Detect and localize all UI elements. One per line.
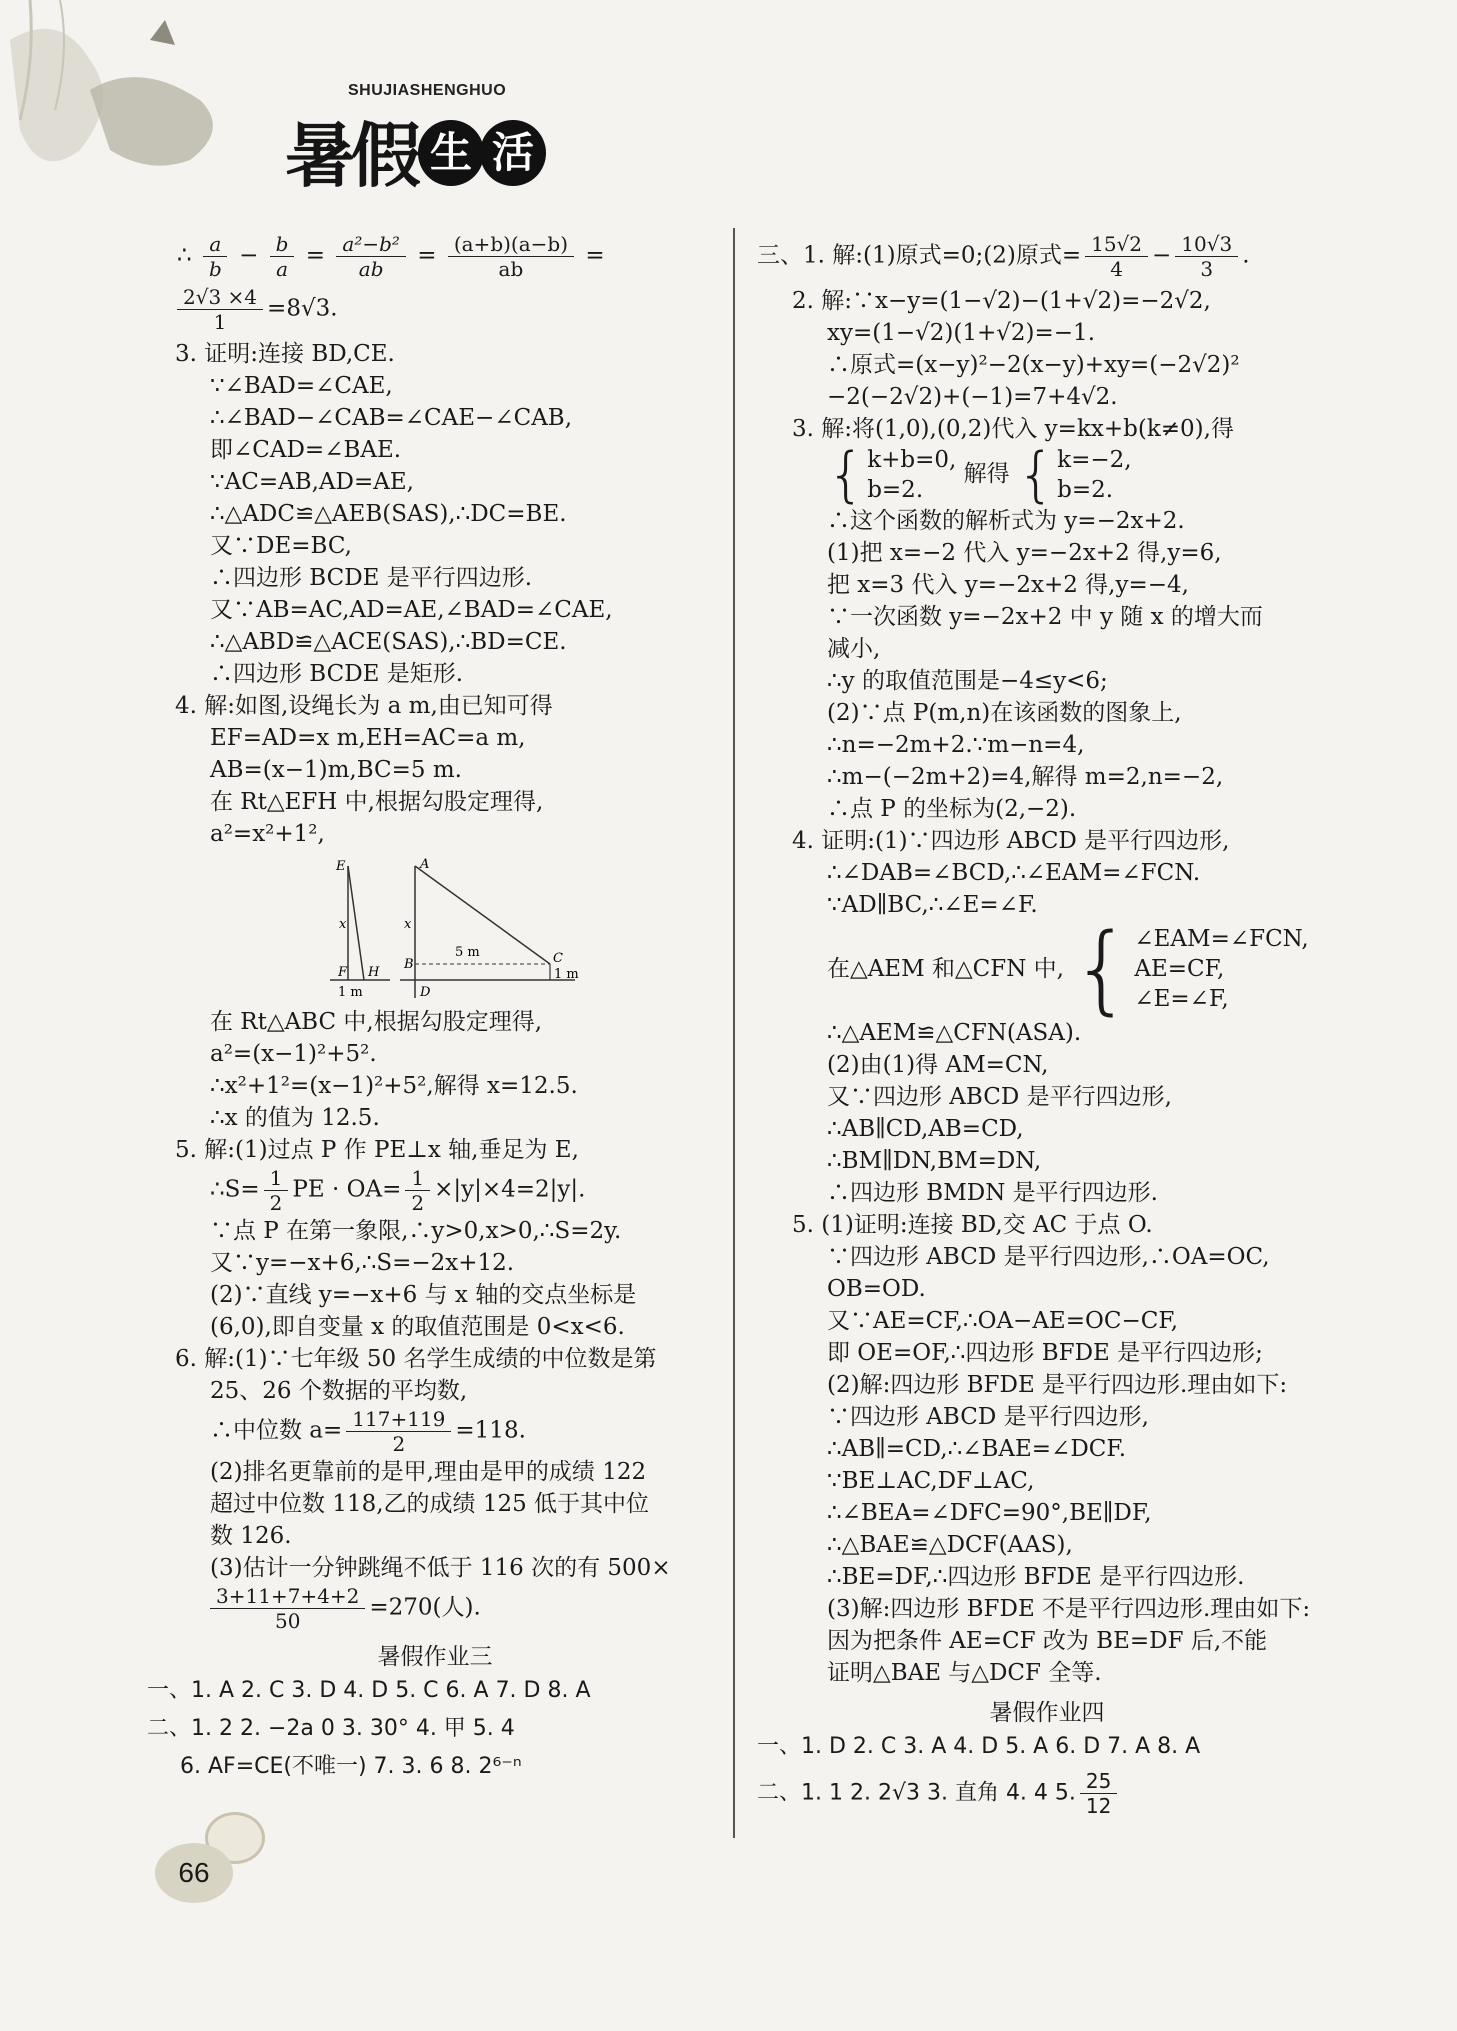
q1-line [757,232,1337,281]
question-6 [150,1343,720,1633]
text-line: ∵AD∥BC,∴∠E=∠F. [827,892,1038,918]
question-4 [757,825,1337,1209]
text-line: 6. 解:(1)∵七年级 50 名学生成绩的中位数是第 [175,1346,657,1372]
fraction [405,1166,430,1215]
segment-EH [348,866,364,980]
right-column [757,228,1337,1818]
text-part: =270(人). [369,1594,481,1621]
text-line: ∵一次函数 y=−2x+2 中 y 随 x 的增大而 [827,604,1263,630]
question-2 [757,285,1337,413]
text-line: a²=(x−1)²+5². [210,1041,377,1067]
column-divider [733,228,735,1838]
fraction [270,232,295,281]
equation: b=2. [867,477,924,503]
text-line: 在 Rt△ABC 中,根据勾股定理得, [210,1009,543,1035]
text-line: 把 x=3 代入 y=−2x+2 得,y=−4, [827,572,1189,598]
text-line: ∴∠BAD−∠CAB=∠CAE−∠CAB, [210,405,573,431]
numerator: 2√3 ×4 [177,285,263,310]
fraction [1175,232,1238,281]
text-line: 减小, [827,636,881,662]
operator: − [1152,242,1172,269]
denominator: 2 [392,1432,406,1456]
equation: b=2. [1057,477,1114,503]
denominator: a [276,257,289,281]
text-line: EF=AD=x m,EH=AC=a m, [210,725,526,751]
text-line: (6,0),即自变量 x 的取值范围是 0<x<6. [210,1314,625,1340]
section-title-3: 暑假作业三 [377,1644,493,1670]
header-logo [0,0,640,230]
denominator: ab [358,257,384,281]
numerator: 25 [1080,1769,1117,1794]
text-line: 4. 解:如图,设绳长为 a m,由已知可得 [175,693,553,719]
operator: = [305,242,326,269]
text-line: ∵AC=AB,AD=AE, [210,469,414,495]
text-line: ∴四边形 BMDN 是平行四边形. [827,1180,1158,1206]
text-line: ∴△BAE≌△DCF(AAS), [827,1532,1073,1558]
text-line: xy=(1−√2)(1+√2)=−1. [827,320,1096,346]
numerator: b [270,232,295,257]
label-B: B [404,957,414,972]
text-line: 又∵y=−x+6,∴S=−2x+12. [210,1250,515,1276]
text-line: ∴y 的取值范围是−4≤y<6; [827,668,1108,694]
text-line: 又∵四边形 ABCD 是平行四边形, [827,1084,1172,1110]
text-line: 4. 证明:(1)∵四边形 ABCD 是平行四边形, [792,828,1230,854]
page-number: 66 [155,1843,233,1903]
area-formula-line [150,1166,720,1215]
fraction-equation-line [150,232,720,281]
fraction [203,232,228,281]
result-text: =8√3. [267,295,338,322]
text-part: . [1242,242,1250,269]
logo-char: 假 [351,114,417,197]
text-line: 3. 证明:连接 BD,CE. [175,341,395,367]
denominator: 50 [274,1609,301,1633]
label-x-right: x [404,917,412,932]
text-line: (2)排名更靠前的是甲,理由是甲的成绩 122 [210,1459,647,1485]
text-line: ∵点 P 在第一象限,∴y>0,x>0,∴S=2y. [210,1218,622,1244]
answer-row [757,1769,1337,1818]
logo-char-circle: 活 [480,120,546,186]
rope-triangle-figure [330,858,590,998]
text-line: (2)∵点 P(m,n)在该函数的图象上, [827,700,1182,726]
operator: − [239,242,259,269]
numerator: 10√3 [1175,232,1238,257]
label-x-left: x [339,917,347,932]
text-line: 即 OE=OF,∴四边形 BFDE 是平行四边形; [827,1340,1263,1366]
denominator: 12 [1085,1794,1112,1818]
numerator: a²−b² [336,232,406,257]
equation-system-line [757,440,1337,510]
text-line: AB=(x−1)m,BC=5 m. [210,757,462,783]
section-title-4: 暑假作业四 [989,1700,1105,1726]
logo-char: 暑 [285,114,351,197]
text-line: ∴BM∥DN,BM=DN, [827,1148,1042,1174]
equation: AE=CF, [1134,956,1225,982]
answer-row: 一、1. D 2. C 3. A 4. D 5. A 6. D 7. A 8. A [757,1734,1201,1759]
text-line: ∴BE=DF,∴四边形 BFDE 是平行四边形. [827,1564,1245,1590]
denominator: b [208,257,222,281]
denominator: 3 [1200,257,1214,281]
segment-AC [415,866,550,964]
text-line: 又∵DE=BC, [210,533,352,559]
logo-pinyin: SHUJIASHENGHUO [348,82,507,99]
brace-icon: { [1071,913,1133,1025]
therefore-sign: ∴ [177,242,192,269]
numerator: 1 [264,1166,289,1191]
text-part: ∴中位数 a= [210,1417,343,1444]
brace-icon: { [827,440,866,510]
text-line: ∴四边形 BCDE 是矩形. [210,661,464,687]
denominator: ab [498,257,524,281]
text-line: ∴这个函数的解析式为 y=−2x+2. [827,508,1185,534]
fraction-result-line [150,285,720,334]
text-line: ∴m−(−2m+2)=4,解得 m=2,n=−2, [827,764,1224,790]
text-part: 解得 [963,461,1010,487]
congruence-system-line [757,913,1337,1025]
text-line: (2)∵直线 y=−x+6 与 x 轴的交点坐标是 [210,1282,637,1308]
text-line: ∴△ADC≌△AEB(SAS),∴DC=BE. [210,501,567,527]
ink-painting-decoration-icon [0,0,300,200]
equation: ∠EAM=∠FCN, [1134,926,1309,952]
text-line: ∴x 的值为 12.5. [210,1105,380,1131]
label-F: F [338,965,348,980]
text-line: ∴∠BEA=∠DFC=90°,BE∥DF, [827,1500,1152,1526]
text-line: ∴n=−2m+2.∵m−n=4, [827,732,1085,758]
text-line: ∵∠BAD=∠CAE, [210,373,393,399]
text-part: PE · OA= [292,1176,402,1203]
equation: k+b=0, [867,447,957,473]
text-part: =118. [455,1417,526,1444]
fraction [1085,232,1148,281]
text-line: ∴AB∥=CD,∴∠BAE=∠DCF. [827,1436,1127,1462]
label-A: A [420,858,430,872]
fraction [336,232,406,281]
equation: k=−2, [1057,447,1132,473]
text-line: ∴△ABD≌△ACE(SAS),∴BD=CE. [210,629,567,655]
text-line: ∵四边形 ABCD 是平行四边形, [827,1404,1149,1430]
operator: = [417,242,437,269]
text-line: a²=x²+1², [210,821,325,847]
text-line: ∴AB∥CD,AB=CD, [827,1116,1024,1142]
text-line: ∴△AEM≌△CFN(ASA). [827,1020,1082,1046]
text-line: 5. 解:(1)过点 P 作 PE⊥x 轴,垂足为 E, [175,1137,579,1163]
text-line: 3. 解:将(1,0),(0,2)代入 y=kx+b(k≠0),得 [792,416,1234,442]
text-line: 又∵AB=AC,AD=AE,∠BAD=∠CAE, [210,597,613,623]
text-part: 在△AEM 和△CFN 中, [827,956,1064,982]
text-part: ×|y|×4=2|y|. [434,1176,586,1203]
label-E: E [336,859,346,874]
left-column [147,228,720,1783]
fraction [448,232,574,281]
numerator: 1 [405,1166,430,1191]
text-line: ∴原式=(x−y)²−2(x−y)+xy=(−2√2)² [827,352,1240,378]
answer-row: 一、1. A 2. C 3. D 4. D 5. C 6. A 7. D 8. A [147,1678,591,1703]
numerator: (a+b)(a−b) [448,232,574,257]
equation-system [1016,440,1132,510]
text-part: ∴S= [210,1176,260,1203]
text-line: (2)由(1)得 AM=CN, [827,1052,1049,1078]
text-line: (3)解:四边形 BFDE 不是平行四边形.理由如下: [827,1596,1311,1622]
estimate-line [150,1584,720,1633]
text-line: (1)把 x=−2 代入 y=−2x+2 得,y=6, [827,540,1222,566]
denominator: 2 [269,1191,283,1215]
numerator: 15√2 [1085,232,1148,257]
brace-icon: { [1016,440,1056,510]
median-line [150,1407,720,1456]
text-line: 2. 解:∵x−y=(1−√2)−(1+√2)=−2√2, [792,288,1211,314]
logo-char-circle: 生 [418,120,484,186]
text-line: (2)解:四边形 BFDE 是平行四边形.理由如下: [827,1372,1288,1398]
numerator: a [203,232,227,257]
text-line: 证明△BAE 与△DCF 全等. [827,1660,1102,1686]
text-line: 在 Rt△EFH 中,根据勾股定理得, [210,789,544,815]
question-4 [150,690,720,1134]
equation: ∠E=∠F, [1134,986,1229,1012]
text-line: 数 126. [210,1523,292,1549]
numerator: 3+11+7+4+2 [210,1584,365,1609]
answer-row: 二、1. 2 2. −2a 0 3. 30° 4. 甲 5. 4 [147,1716,515,1741]
denominator: 1 [213,310,227,334]
text-line: 5. (1)证明:连接 BD,交 AC 于点 O. [792,1212,1153,1238]
text-part: 二、1. 1 2. 2√3 3. 直角 4. 4 5. [757,1780,1076,1806]
text-line: (3)估计一分钟跳绳不低于 116 次的有 500× [210,1555,671,1581]
text-line: 又∵AE=CF,∴OA−AE=OC−CF, [827,1308,1179,1334]
question-5 [757,1209,1337,1689]
label-1m-right: 1 m [554,967,579,982]
equation-system [827,440,957,510]
label-1m-left: 1 m [338,985,363,998]
fraction [177,285,263,334]
fraction [1080,1769,1117,1818]
label-C: C [553,951,563,966]
label-H: H [368,965,380,980]
logo-title [285,100,417,201]
text-line: ∴点 P 的坐标为(2,−2). [827,796,1077,822]
answer-row: 6. AF=CE(不唯一) 7. 3. 6 8. 2⁶⁻ⁿ [180,1754,522,1779]
denominator: 2 [411,1191,425,1215]
text-line: ∴四边形 BCDE 是平行四边形. [210,565,533,591]
fraction [210,1584,365,1633]
denominator: 4 [1110,257,1123,281]
text-line: 因为把条件 AE=CF 改为 BE=DF 后,不能 [827,1628,1268,1654]
operator: = [585,242,605,269]
fraction [264,1166,289,1215]
text-line: OB=OD. [827,1276,926,1302]
question-3 [757,413,1337,825]
text-part: 三、1. 解:(1)原式=0;(2)原式= [757,242,1082,269]
text-line: ∴x²+1²=(x−1)²+5²,解得 x=12.5. [210,1073,578,1099]
text-line: ∴∠DAB=∠BCD,∴∠EAM=∠FCN. [827,860,1201,886]
text-line: 25、26 个数据的平均数, [210,1378,468,1404]
fraction [346,1407,451,1456]
text-line: ∵四边形 ABCD 是平行四边形,∴OA=OC, [827,1244,1270,1270]
label-D: D [420,985,431,998]
text-line: ∵BE⊥AC,DF⊥AC, [827,1468,1035,1494]
text-line: −2(−2√2)+(−1)=7+4√2. [827,384,1118,410]
text-line: 即∠CAD=∠BAE. [210,437,402,463]
question-5 [150,1134,720,1343]
question-3 [150,338,720,690]
text-line: 超过中位数 118,乙的成绩 125 低于其中位 [210,1491,650,1517]
equation-system [1071,913,1309,1025]
label-5m: 5 m [455,945,480,960]
numerator: 117+119 [346,1407,451,1432]
